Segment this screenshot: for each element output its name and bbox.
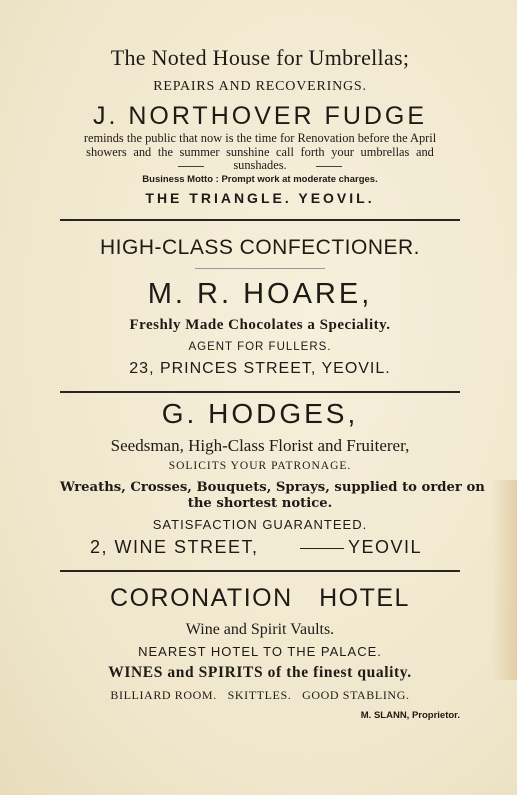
divider-3: [60, 570, 460, 572]
ad2-tagline: Freshly Made Chocolates a Speciality.: [129, 317, 391, 333]
ad1-address: THE TRIANGLE. YEOVIL.: [145, 190, 375, 206]
ad1-body-line2: showers and the summer sunshine call forth your umbrellas and: [86, 145, 434, 159]
paper-stain: [491, 480, 517, 680]
ad2-underline: [195, 268, 325, 269]
ad3-address-dash: [300, 548, 344, 549]
ad1-body-line1: reminds the public that now is the time for Renovation before the April: [83, 131, 437, 145]
ad4-business-name: CORONATION HOTEL: [110, 584, 410, 612]
ad3-wreaths-line1: Wreaths, Crosses, Bouquets, Sprays, supplied to order on: [60, 480, 485, 495]
ad2-address: 23, PRINCES STREET, YEOVIL.: [129, 360, 391, 377]
ad3-business-name: G. HODGES,: [161, 398, 359, 429]
ad3-guarantee: SATISFACTION GUARANTEED.: [152, 517, 368, 532]
ad4-proprietor: M. SLANN, Proprietor.: [360, 710, 460, 721]
ad4-wines: WINES and SPIRITS of the finest quality.: [108, 664, 412, 681]
divider-1: [60, 219, 460, 221]
ad3-solicits: SOLICITS YOUR PATRONAGE.: [168, 460, 352, 472]
ad1-subheading: REPAIRS AND RECOVERINGS.: [153, 79, 367, 94]
ad4-amenities: BILLIARD ROOM. SKITTLES. GOOD STABLING.: [110, 688, 410, 702]
ad2-agent: AGENT FOR FULLERS.: [188, 341, 332, 353]
ad1-dash-right: [316, 166, 342, 167]
divider-2: [60, 391, 460, 393]
ad4-vaults: Wine and Spirit Vaults.: [185, 621, 335, 638]
ad3-address-street: 2, WINE STREET,: [90, 537, 259, 557]
ad3-wreaths-line2: the shortest notice.: [187, 496, 333, 511]
ad3-trade: Seedsman, High-Class Florist and Fruiterer,: [110, 436, 410, 455]
ad1-body-line3: sunshades.: [233, 158, 287, 172]
ad1-motto: Business Motto : Prompt work at moderate charges.: [142, 174, 378, 185]
ad2-business-name: M. R. HOARE,: [147, 278, 373, 310]
ad1-business-name: J. NORTHOVER FUDGE: [92, 102, 428, 130]
ad4-nearest: NEAREST HOTEL TO THE PALACE.: [138, 644, 382, 659]
ad2-heading: HIGH-CLASS CONFECTIONER.: [99, 236, 421, 259]
ad1-heading: The Noted House for Umbrellas;: [110, 45, 410, 70]
ad3-address-town: YEOVIL: [348, 537, 423, 557]
